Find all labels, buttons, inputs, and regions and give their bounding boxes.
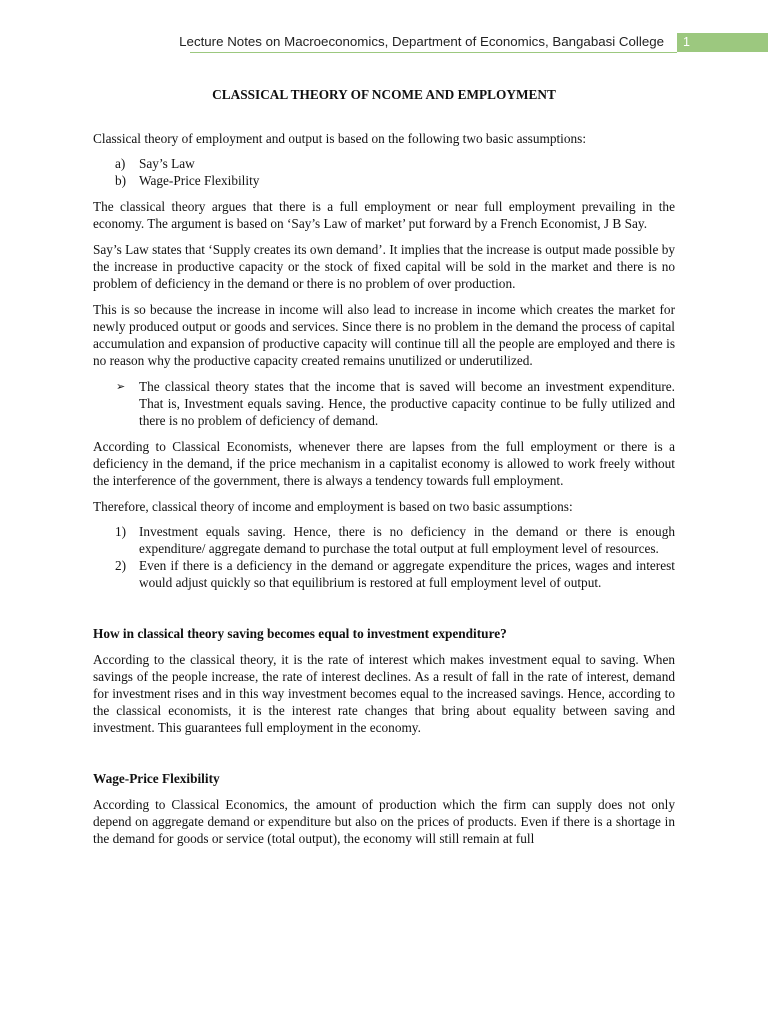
section-heading-wage-price: Wage-Price Flexibility: [93, 771, 220, 786]
list-marker: 1): [115, 524, 127, 539]
list-item-text: Investment equals saving. Hence, there is no deficiency in the demand or there is enough expenditure/ aggregate demand to purchase the total output at full employment level of resources.: [139, 524, 675, 556]
paragraph-says-law-intro: The classical theory argues that there is a full employment or near full employment prevailing in the economy. The argument is based on ‘Say’s Law of market’ put forward by a French Economist, J B Say.: [93, 199, 675, 231]
list-marker: a): [115, 156, 126, 171]
list-item: [93, 557, 675, 591]
list-item-text: Wage-Price Flexibility: [139, 173, 260, 188]
bullet-list: [93, 378, 675, 429]
header-rule: [190, 52, 677, 53]
page-header: [0, 33, 768, 53]
paragraph-says-law-definition: Say’s Law states that ‘Supply creates its own demand’. It implies that the increase is output made possible by the increase in productive capacity or the stock of fixed capital will be sold in the market and there is no problem of deficiency in the demand or there is no problem of over production.: [93, 242, 675, 291]
header-title: Lecture Notes on Macroeconomics, Department of Economics, Bangabasi College: [179, 34, 664, 49]
paragraph-wage-price: According to Classical Economics, the amount of production which the firm can supply does not only depend on aggregate demand or expenditure but also on the prices of products. Even if there is a shortage in the demand for goods or service (total output), the economy will still remain at full: [93, 797, 675, 846]
page-number: 1: [677, 33, 768, 52]
list-item-text: Say’s Law: [139, 156, 195, 171]
document-title: CLASSICAL THEORY OF NCOME AND EMPLOYMENT: [212, 87, 556, 102]
section-spacer: [93, 745, 675, 770]
paragraph-price-mechanism: According to Classical Economists, whenever there are lapses from the full employment or there is a deficiency in the demand, if the price mechanism in a capitalist economy is allowed to work freely without the interference of the government, there is always a tendency towards full employment.: [93, 439, 675, 488]
list-marker: b): [115, 173, 127, 188]
list-item: [93, 523, 675, 557]
document-body: [93, 86, 675, 856]
list-item: [93, 378, 675, 429]
list-item: [93, 172, 675, 189]
list-marker: 2): [115, 558, 127, 573]
paragraph-interest-rate: According to the classical theory, it is the rate of interest which makes investment equal to saving. When savings of the people increase, the rate of interest declines. As a result of fall in the rate of interest, demand for investment rises and in this way investment becomes equal to the increased savings. Hence, according to the classical economists, it is the interest rate changes that bring about equality between saving and investment. This guarantees full employment in the economy.: [93, 652, 675, 735]
assumptions-list: [93, 155, 675, 189]
list-item-text: Even if there is a deficiency in the demand or aggregate expenditure the prices, wages and interest would adjust quickly so that equilibrium is restored at full employment level of output.: [139, 558, 675, 590]
arrow-bullet-icon: ➢: [116, 380, 126, 393]
section-spacer: [93, 600, 675, 625]
paragraph-two-assumptions: Therefore, classical theory of income and employment is based on two basic assumptions:: [93, 499, 573, 514]
paragraph-income-market: This is so because the increase in income will also lead to increase in income which creates the market for newly produced output or goods and services. Since there is no problem in the demand the process of capital accumulation and expansion of productive capacity will continue till all the people are employed and there is no reason why the productive capacity created remains unutilized or underutilized.: [93, 302, 675, 368]
list-item: [93, 155, 675, 172]
list-item-text: The classical theory states that the income that is saved will become an investment expenditure. That is, Investment equals saving. Hence, the productive capacity continue to be fully utilized and there is no problem of deficiency of demand.: [139, 379, 675, 428]
section-heading-saving-investment: How in classical theory saving becomes equal to investment expenditure?: [93, 626, 507, 641]
numbered-list: [93, 523, 675, 591]
intro-paragraph: Classical theory of employment and output is based on the following two basic assumptions:: [93, 131, 587, 146]
